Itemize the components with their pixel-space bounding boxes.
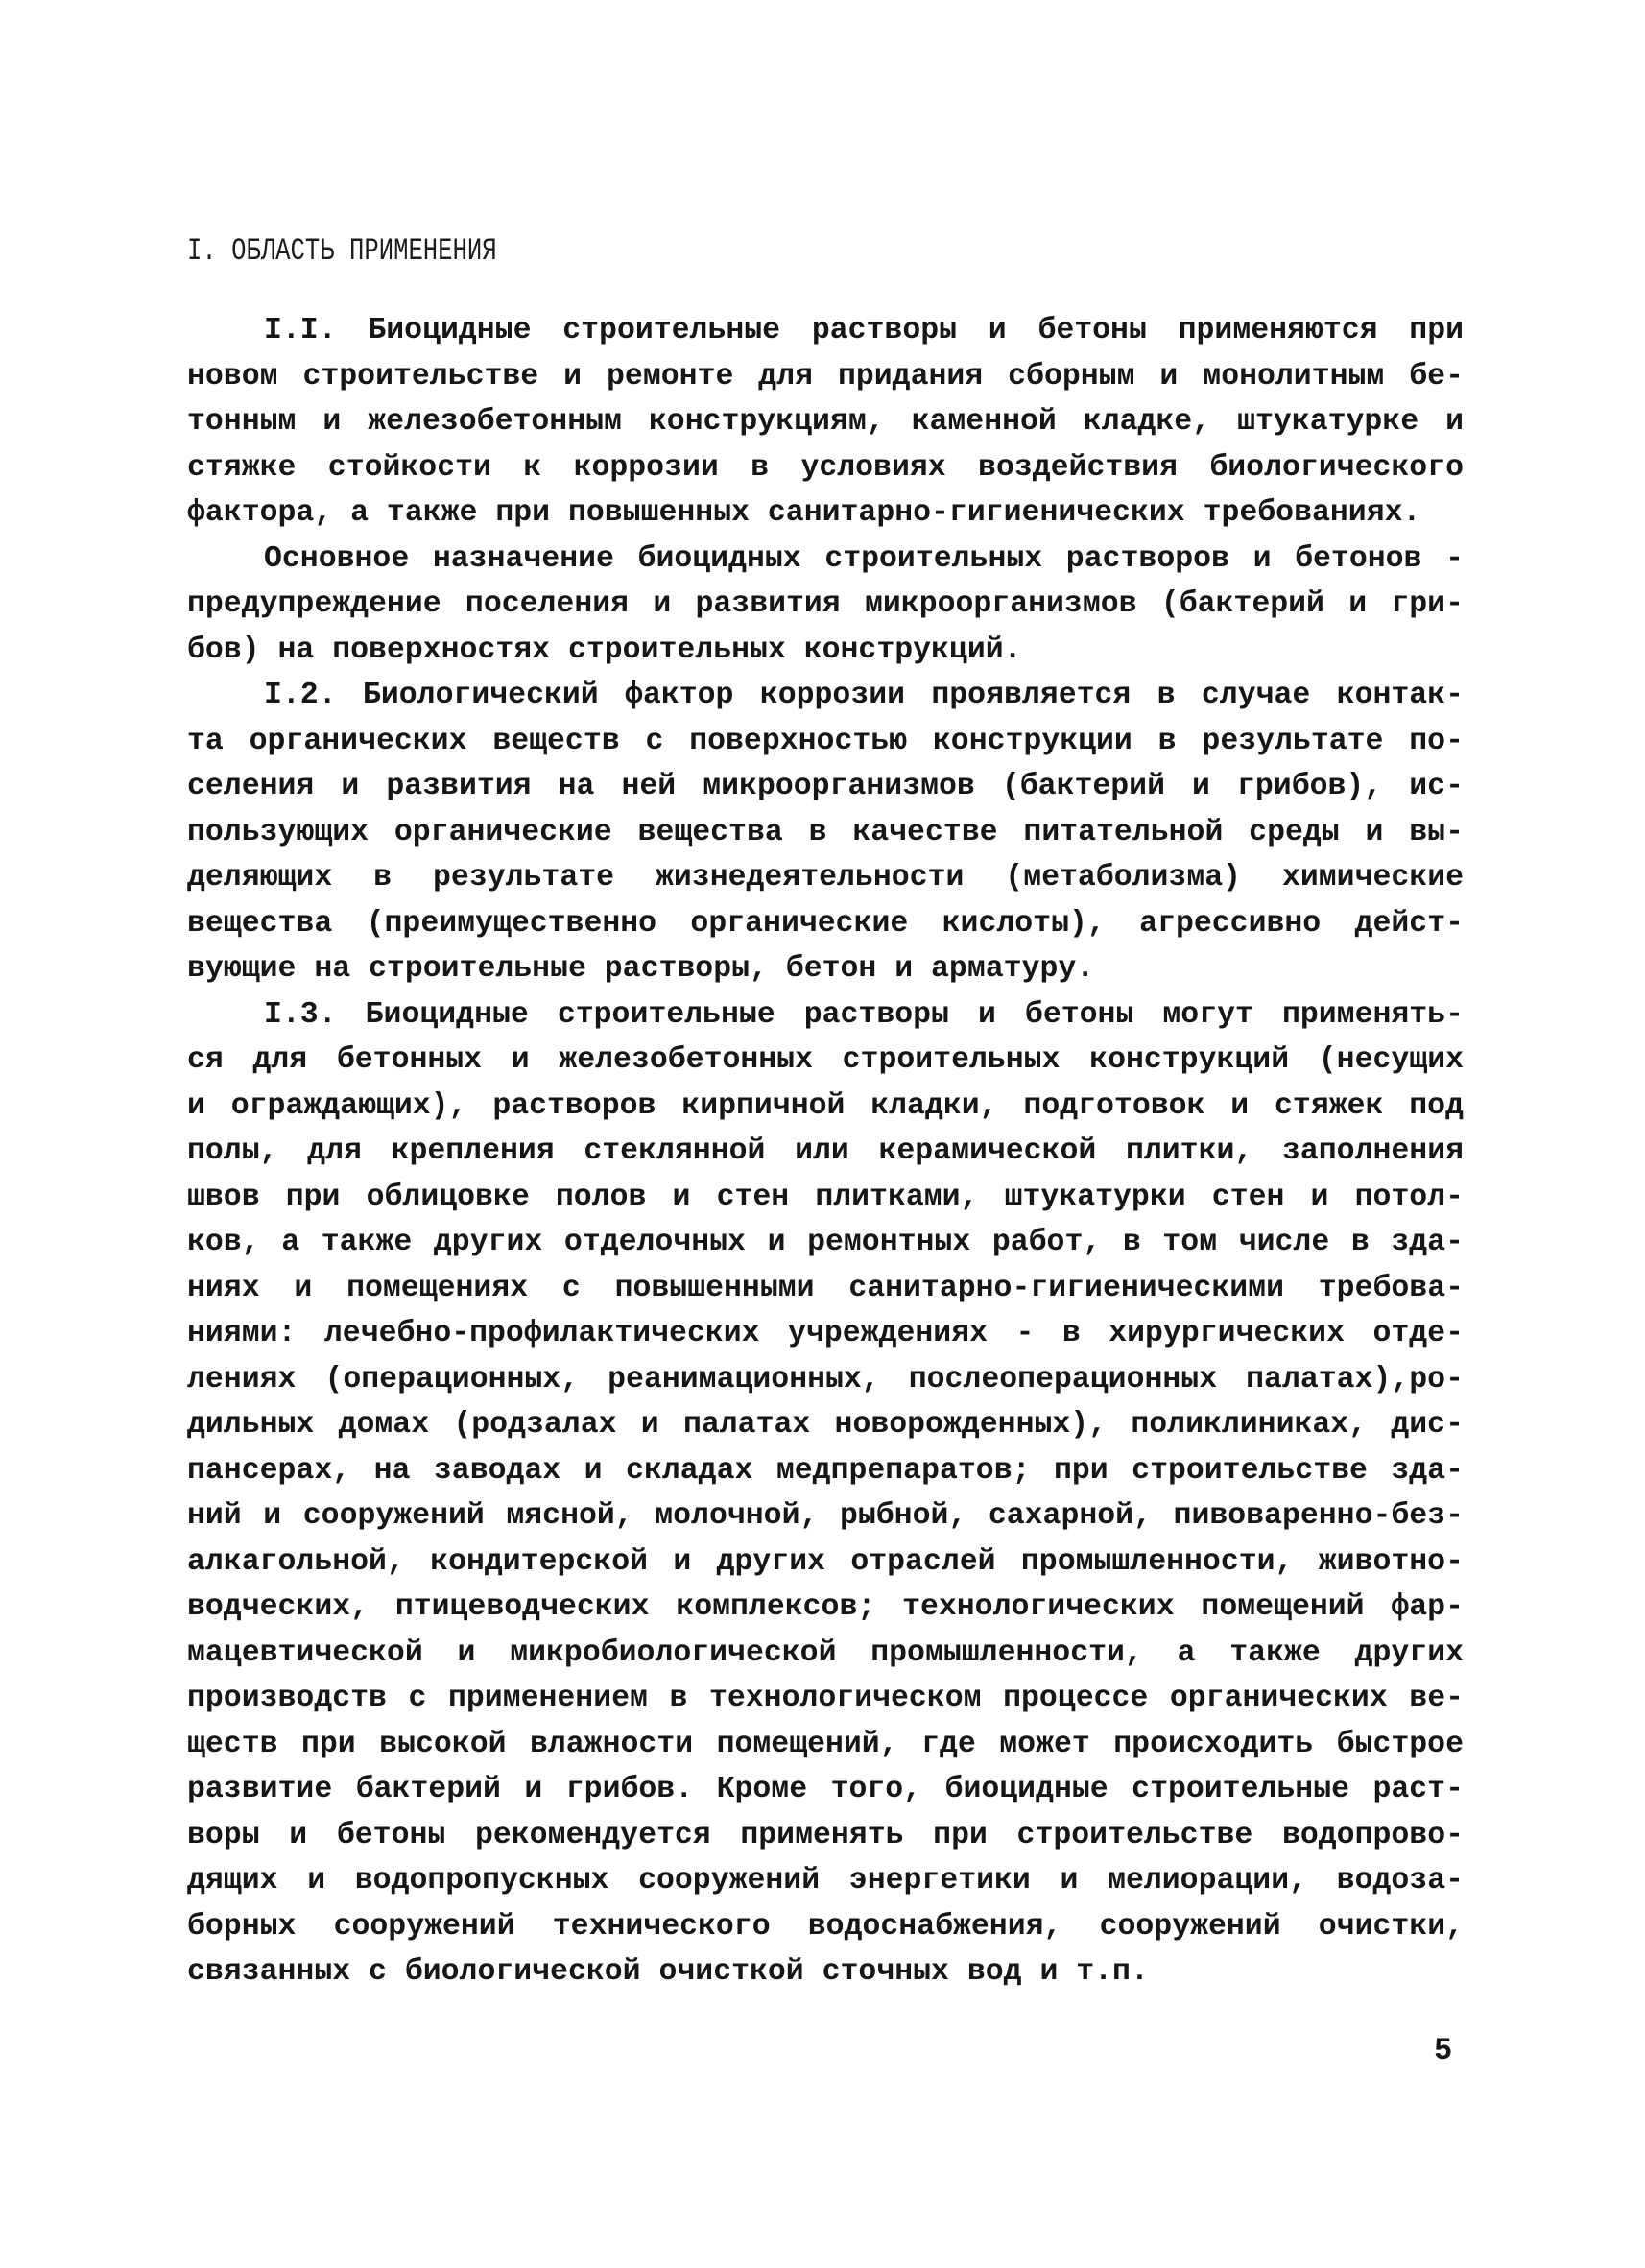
paragraph-1-1 [187,308,1464,537]
text-line: ществ при высокой влажности помещений, где может происходить быстрое [187,1727,1464,1761]
text-line: бов) на поверхностях строительных конструкций. [187,633,1022,667]
text-line: ний и сооружений мясной, молочной, рыбной, сахарной, пивоваренно-без- [187,1499,1464,1533]
text-line: развитие бактерий и грибов. Кроме того, биоцидные строительные раст- [187,1773,1464,1806]
text-line: и ограждающих), растворов кирпичной кладки, подготовок и стяжек под [187,1088,1464,1123]
page-number: 5 [1434,2033,1453,2068]
text-line: фактора, а также при повышенных санитарно-гигиенических требованиях. [187,496,1421,530]
paragraph-1-2 [187,673,1464,992]
text-line: дящих и водопропускных сооружений энергетики и мелиорации, водоза- [187,1864,1464,1898]
text-line: I.I. Биоцидные строительные растворы и бетоны применяются при [264,314,1464,347]
text-line: мацевтической и микробиологической промышленности, а также других [187,1635,1464,1670]
paragraph-purpose [187,537,1464,674]
text-line: вещества (преимущественно органические кислоты), агрессивно дейст- [187,906,1464,941]
text-line: I.2. Биологический фактор коррозии проявляется в случае контак- [264,679,1464,712]
text-line: ниях и помещениях с повышенными санитарно-гигиеническими требова- [187,1271,1464,1305]
text-line: I.3. Биоцидные строительные растворы и бетоны могут применять- [264,997,1464,1032]
text-line: пансерах, на заводах и складах медпрепаратов; при строительстве зда- [187,1453,1464,1488]
text-line: пользующих органические вещества в качестве питательной среды и вы- [187,815,1464,849]
text-line: та органических веществ с поверхностью конструкции в результате по- [187,724,1464,758]
section-title: I. ОБЛАСТЬ ПРИМЕНЕНИЯ [187,233,497,269]
text-line: ков, а также других отделочных и ремонтных работ, в том числе в зда- [187,1226,1464,1259]
text-line: швов при облицовке полов и стен плитками, штукатурки стен и потол- [187,1180,1464,1214]
text-line: новом строительстве и ремонте для придания сборным и монолитным бе- [187,359,1464,394]
text-line: Основное назначение биоцидных строительных растворов и бетонов - [264,541,1464,576]
document-body [187,308,1464,1995]
text-line: тонным и железобетонным конструкциям, каменной кладке, штукатурке и [187,405,1464,439]
text-line: алкагольной, кондитерской и других отраслей промышленности, животно- [187,1544,1464,1579]
text-line: полы, для крепления стеклянной или керамической плитки, заполнения [187,1134,1464,1168]
text-line: водческих, птицеводческих комплексов; технологических помещений фар- [187,1590,1464,1624]
text-line: дильных домах (родзалах и палатах новорожденных), поликлиниках, дис- [187,1408,1464,1442]
text-line: воры и бетоны рекомендуется применять при строительстве водопрово- [187,1818,1464,1852]
text-line: деляющих в результате жизнедеятельности (метаболизма) химические [187,861,1464,895]
text-line: вующие на строительные растворы, бетон и арматуру. [187,952,1095,986]
text-line: производств с применением в технологическом процессе органических ве- [187,1682,1464,1715]
text-line: стяжке стойкости к коррозии в условиях воздействия биологического [187,450,1464,485]
text-line: ся для бетонных и железобетонных строительных конструкций (несущих [187,1043,1464,1077]
text-line: ниями: лечебно-профилактических учреждениях - в хирургических отде- [187,1317,1464,1350]
text-line: селения и развития на ней микроорганизмов (бактерий и грибов), ис- [187,770,1464,803]
text-line: предупреждение поселения и развития микроорганизмов (бактерий и гри- [187,587,1464,621]
text-line: борных сооружений технического водоснабжения, сооружений очистки, [187,1909,1464,1944]
text-line: лениях (операционных, реанимационных, послеоперационных палатах),ро- [187,1362,1464,1397]
text-line: связанных с биологической очисткой сточных вод и т.п. [187,1955,1149,1989]
paragraph-1-3 [187,992,1464,1995]
